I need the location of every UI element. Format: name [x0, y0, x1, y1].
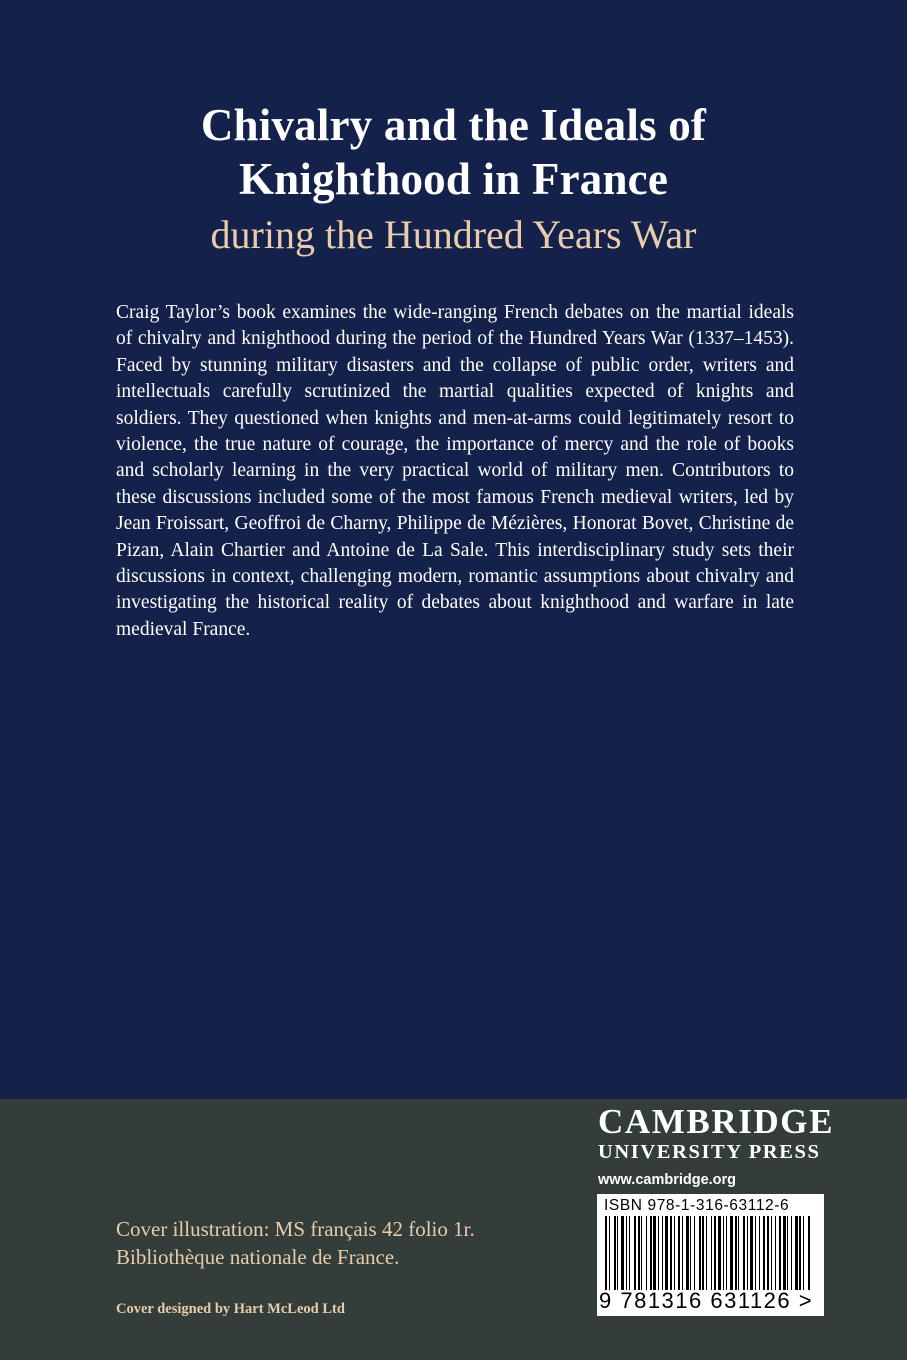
illustration-credit-line-2: Bibliothèque nationale de France.: [116, 1245, 400, 1269]
barcode-number: 9 781316 631126: [599, 1288, 792, 1313]
barcode-bars-icon: [605, 1216, 811, 1290]
illustration-credit: [116, 1215, 475, 1271]
book-blurb: Craig Taylor’s book examines the wide-ranging French debates on the martial ideals of chivalry and knighthood during the period of the Hundred Years War (1337–1453). Faced by stunning military disasters and the collapse of public order, writers and intellectuals carefully scrutinized the martial qualities expected of knights and soldiers. They questioned when knights and men-at-arms could legitimately resort to violence, the true nature of courage, the importance of mercy and the role of books and scholarly learning in the very practical world of military men. Contributors to these discussions included some of the most famous French medieval writers, led by Jean Froissart, Geoffroi de Charny, Philippe de Mézières, Honorat Bovet, Christine de Pizan, Alain Chartier and Antoine de La Sale. This interdisciplinary study sets their discussions in context, challenging modern, romantic assumptions about chivalry and investigating the historical reality of debates about knighthood and warfare in late medieval France.: [116, 302, 794, 640]
isbn-label: ISBN 978-1-316-63112-6: [604, 1197, 790, 1214]
book-subtitle: during the Hundred Years War: [210, 212, 697, 257]
publisher-logo: [598, 1102, 835, 1188]
book-title-line-1: Chivalry and the Ideals of: [200, 100, 707, 150]
publisher-name: CAMBRIDGE: [598, 1102, 835, 1141]
title-block: [0, 98, 907, 266]
publisher-press: UNIVERSITY PRESS: [598, 1141, 821, 1163]
designer-credit: Cover designed by Hart McLeod Ltd: [116, 1301, 345, 1317]
illustration-credit-line-1: Cover illustration: MS français 42 folio 1r.: [116, 1217, 475, 1241]
publisher-url: www.cambridge.org: [598, 1172, 737, 1188]
barcode-arrow: >: [798, 1288, 814, 1313]
isbn-barcode: [597, 1194, 824, 1316]
book-title-line-2: Knighthood in France: [238, 154, 669, 204]
barcode-digits: [599, 1288, 821, 1314]
